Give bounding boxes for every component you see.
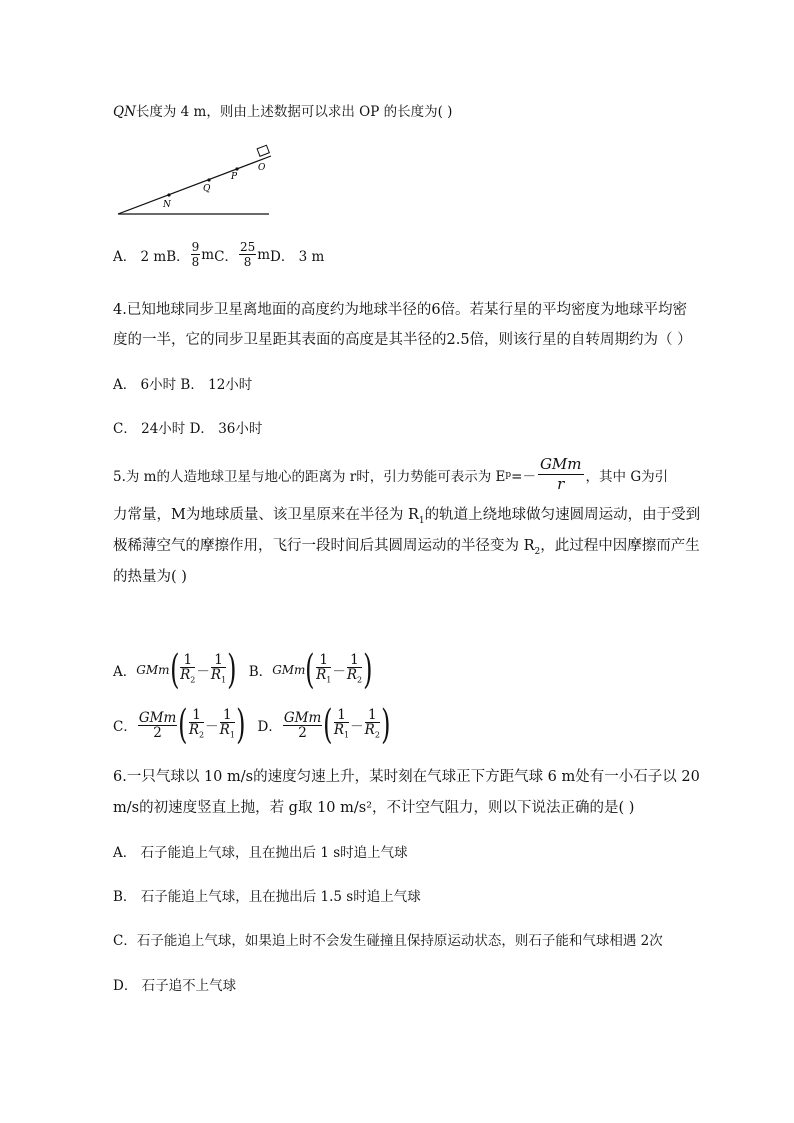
point-q bbox=[207, 178, 210, 181]
label-q: Q bbox=[203, 184, 211, 194]
q4-line2: 度的一半，它的同步卫星距其表面的高度是其半径的2.5倍，则该行星的自转周期约为（ ） bbox=[113, 332, 692, 348]
q5-line1: 5.为 m的人造地球卫星与地心的距离为 r时，引力势能可表示为 E p =－ GMm r ，其中 G为引 bbox=[113, 455, 669, 493]
q5-option-d-label: D． bbox=[257, 719, 282, 735]
q4-line1: 4.已知地球同步卫星离地面的高度约为地球半径的6倍。若某行星的平均密度为地球平均密 bbox=[113, 302, 688, 318]
option-c-label: C． bbox=[214, 248, 238, 265]
q5-option-b-label: B． bbox=[248, 664, 273, 680]
point-p bbox=[235, 167, 238, 170]
q5-line2: 力常量，M为地球质量、该卫星原来在半径为 $R_1$的轨道上绕地球做匀速圆周运动，由于受到 bbox=[113, 507, 701, 526]
label-p: P bbox=[231, 172, 238, 182]
q6-option-b: B． 石子能追上气球，且在抛出后 1.5 s时追上气球 bbox=[113, 889, 421, 905]
potential-fraction: GMm r bbox=[539, 455, 582, 493]
option-d: D． 3 m bbox=[270, 248, 325, 265]
q5-options-ab: A． GMm ( $\frac{1}{R_2}$ － $\frac{1}{R_1}$ ) B． GMm ( $\frac{1}{R_1}$ － $\frac{1}{R_2}$ ) bbox=[113, 647, 373, 693]
label-n: N bbox=[163, 200, 171, 210]
frac-9-8: $\frac{9}{8}$ bbox=[191, 240, 200, 269]
qn-symbol: QN bbox=[113, 104, 136, 120]
option-b-label: B． bbox=[166, 248, 190, 265]
q5-option-c-label: C． bbox=[113, 719, 137, 735]
q6-option-a: A． 石子能追上气球，且在抛出后 1 s时追上气球 bbox=[113, 845, 408, 861]
q4-options-ab: A． 6小时 B． 12小时 bbox=[113, 377, 253, 393]
option-b-unit: m bbox=[201, 246, 215, 263]
block-shape bbox=[257, 145, 269, 156]
q6-option-d: D． 石子追不上气球 bbox=[113, 978, 237, 994]
q5-line4: 的热量为( ) bbox=[113, 569, 187, 585]
label-o: O bbox=[258, 163, 266, 173]
q6-line1: 6.一只气球以 10 m/s的速度匀速上升，某时刻在气球正下方距气球 6 m处有一小石子以 20 bbox=[113, 769, 700, 785]
q6-option-c: C．石子能追上气球，如果追上时不会发生碰撞且保持原运动状态，则石子能和气球相遇 2次 bbox=[113, 933, 663, 949]
incline-figure bbox=[113, 141, 283, 219]
prev-options bbox=[113, 240, 324, 269]
frac-25-8: $\frac{25}{8}$ bbox=[239, 240, 256, 269]
q5-options-cd: C． $\frac{\text{GMm}}{2}$ ( $\frac{1}{R_2}$ － $\frac{1}{R_1}$ ) D． $\frac{\text{GMm}}{2}$ ( $\frac{1}{R_1}$ － $\frac{1}{R_2}$ ) bbox=[113, 702, 391, 748]
option-a: A． 2 m bbox=[113, 248, 167, 265]
point-n bbox=[167, 193, 170, 196]
q6-line2: m/s的初速度竖直上抛，若 g取 10 m/s²，不计空气阻力，则以下说法正确的是( ) bbox=[113, 800, 635, 816]
q5-option-a-label: A． bbox=[113, 664, 137, 680]
q5-line3: 极稀薄空气的摩擦作用，飞行一段时间后其圆周运动的半径变为 $R_2$，此过程中因摩擦而产生 bbox=[113, 538, 700, 557]
prev-question-text: 长度为 4 m，则由上述数据可以求出 OP 的长度为( ) bbox=[135, 104, 453, 120]
incline-line bbox=[118, 156, 271, 214]
option-c-unit: m bbox=[257, 246, 271, 263]
prev-question-line bbox=[113, 103, 452, 121]
q4-options-cd: C． 24小时 D． 36小时 bbox=[113, 421, 263, 437]
